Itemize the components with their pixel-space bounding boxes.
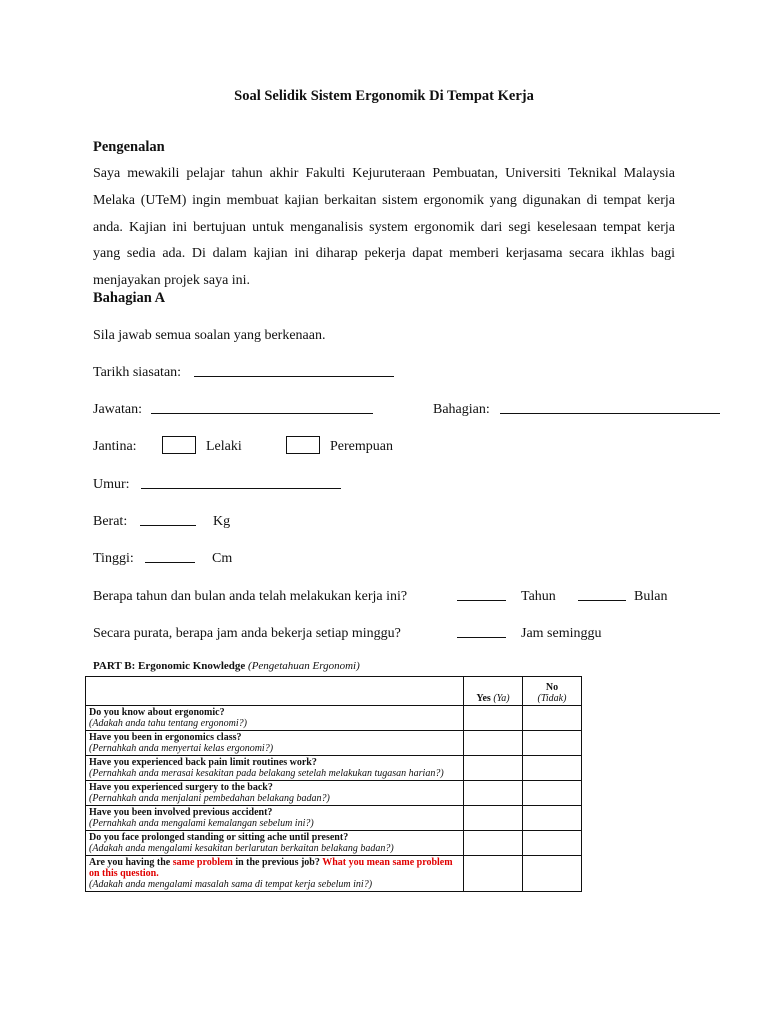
no-answer-cell[interactable]	[523, 706, 582, 731]
question-cell	[86, 831, 464, 856]
tarikh-label: Tarikh siasatan:	[93, 365, 182, 380]
question-cell	[86, 756, 464, 781]
question-en-part: in the previous job?	[232, 857, 323, 868]
jantina-label: Jantina:	[93, 439, 137, 454]
tahun-field[interactable]	[457, 588, 506, 601]
yes-answer-cell[interactable]	[464, 756, 523, 781]
no-answer-cell[interactable]	[523, 731, 582, 756]
no-answer-cell[interactable]	[523, 781, 582, 806]
reviewer-comment: What you mean same problem on this question.	[89, 857, 453, 879]
no-answer-cell[interactable]	[523, 806, 582, 831]
question-en: Have you experienced surgery to the back?	[89, 782, 273, 793]
section-a-instruction: Sila jawab semua soalan yang berkenaan.	[93, 328, 326, 343]
no-label: No	[545, 682, 559, 693]
tarikh-field[interactable]	[194, 364, 394, 377]
part-b-heading	[93, 660, 360, 672]
part-b-subtitle: (Pengetahuan Ergonomi)	[248, 660, 360, 672]
question-cell	[86, 806, 464, 831]
page-title: Soal Selidik Sistem Ergonomik Di Tempat Kerja	[234, 88, 534, 104]
question-en-part: Are you having the	[89, 857, 173, 868]
perempuan-label: Perempuan	[330, 439, 393, 454]
intro-heading: Pengenalan	[93, 139, 165, 155]
table-row	[86, 831, 582, 856]
tahun-question: Berapa tahun dan bulan anda telah melakukan kerja ini?	[93, 589, 408, 604]
question-ms: (Pernahkah anda menjalani pembedahan belakang badan?)	[89, 793, 330, 804]
question-en: Have you been involved previous accident?	[89, 807, 273, 818]
jam-unit: Jam seminggu	[521, 626, 602, 641]
kg-unit: Kg	[213, 514, 231, 529]
yes-answer-cell[interactable]	[464, 856, 523, 892]
question-en-highlight: same problem	[172, 857, 233, 868]
knowledge-table	[85, 676, 582, 892]
question-ms: (Pernahkah anda merasai kesakitan pada belakang setelah melakukan tugasan harian?)	[89, 768, 444, 779]
question-en: Have you experienced back pain limit routines work?	[89, 757, 317, 768]
header-question-cell	[86, 677, 464, 706]
question-cell	[86, 731, 464, 756]
jawatan-field[interactable]	[151, 401, 373, 414]
question-en	[89, 857, 460, 879]
yes-answer-cell[interactable]	[464, 831, 523, 856]
yes-answer-cell[interactable]	[464, 806, 523, 831]
table-header-row	[86, 677, 582, 706]
question-ms: (Adakah anda mengalami masalah sama di tempat kerja sebelum ini?)	[89, 879, 373, 890]
jawatan-label: Jawatan:	[93, 402, 142, 417]
header-yes-cell	[464, 677, 523, 706]
table-row	[86, 806, 582, 831]
berat-label: Berat:	[93, 514, 128, 529]
no-answer-cell[interactable]	[523, 756, 582, 781]
tinggi-field[interactable]	[145, 550, 195, 563]
question-ms: (Pernahkah anda menyertai kelas ergonomi?)	[89, 743, 274, 754]
question-cell	[86, 781, 464, 806]
jam-question: Secara purata, berapa jam anda bekerja setiap minggu?	[93, 626, 401, 641]
bulan-unit: Bulan	[634, 589, 668, 604]
table-row	[86, 856, 582, 892]
yes-answer-cell[interactable]	[464, 781, 523, 806]
bahagian-field[interactable]	[500, 401, 720, 414]
intro-paragraph: Saya mewakili pelajar tahun akhir Fakulti Kejuruteraan Pembuatan, Universiti Teknikal Malaysia Melaka (UTeM) ingin membuat kajian berkaitan sistem ergonomik yang digunakan di tempat kerja anda. Kajian ini bertujuan untuk menganalisis system ergonomik dari segi keselesaan tempat kerja yang sedia ada. Di dalam kajian ini diharap pekerja dapat memberi kerjasama secara ikhlas bagi menjayakan projek saya ini.	[93, 166, 675, 289]
question-en: Do you face prolonged standing or sitting ache until present?	[89, 832, 349, 843]
table-row	[86, 731, 582, 756]
cm-unit: Cm	[212, 551, 233, 566]
question-ms: (Adakah anda tahu tentang ergonomi?)	[89, 718, 247, 729]
table-row	[86, 756, 582, 781]
bahagian-label: Bahagian:	[433, 402, 490, 417]
tahun-unit: Tahun	[521, 589, 556, 604]
tinggi-label: Tinggi:	[93, 551, 134, 566]
lelaki-checkbox[interactable]	[162, 436, 196, 454]
yes-answer-cell[interactable]	[464, 706, 523, 731]
no-answer-cell[interactable]	[523, 856, 582, 892]
question-ms: (Adakah anda mengalami kesakitan berlarutan berkaitan belakang badan?)	[89, 843, 394, 854]
bulan-field[interactable]	[578, 588, 626, 601]
no-answer-cell[interactable]	[523, 831, 582, 856]
perempuan-checkbox[interactable]	[286, 436, 320, 454]
berat-field[interactable]	[140, 513, 196, 526]
yes-label-ms: (Ya)	[493, 693, 510, 704]
table-row	[86, 706, 582, 731]
question-en: Have you been in ergonomics class?	[89, 732, 242, 743]
section-a-heading: Bahagian A	[93, 290, 166, 306]
lelaki-label: Lelaki	[206, 439, 242, 454]
header-no-cell	[523, 677, 582, 706]
umur-label: Umur:	[93, 477, 130, 492]
question-cell	[86, 856, 464, 892]
question-en: Do you know about ergonomic?	[89, 707, 225, 718]
question-cell	[86, 706, 464, 731]
umur-field[interactable]	[141, 476, 341, 489]
no-label-ms: (Tidak)	[537, 693, 567, 704]
table-row	[86, 781, 582, 806]
jam-field[interactable]	[457, 625, 506, 638]
yes-label: Yes	[476, 693, 491, 704]
part-b-title: PART B: Ergonomic Knowledge	[93, 660, 246, 672]
yes-answer-cell[interactable]	[464, 731, 523, 756]
question-ms: (Pernahkah anda mengalami kemalangan sebelum ini?)	[89, 818, 314, 829]
